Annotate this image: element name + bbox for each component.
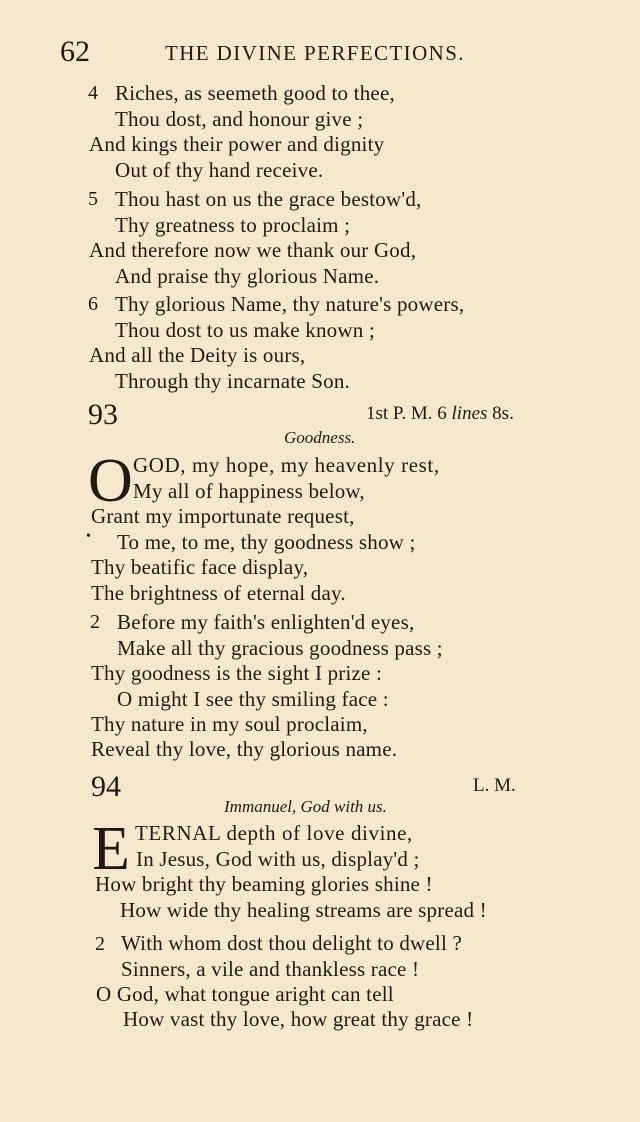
verse-line: GOD, my hope, my heavenly rest,	[133, 453, 440, 477]
verse-line: Reveal thy love, thy glorious name.	[91, 737, 398, 761]
meter-suffix: 8s.	[492, 403, 514, 424]
verse-line: And kings their power and dignity	[89, 132, 385, 156]
verse-line: Thy goodness is the sight I prize :	[91, 661, 383, 685]
running-title: THE DIVINE PERFECTIONS.	[165, 41, 465, 65]
hymn-title: Immanuel, God with us.	[224, 797, 387, 816]
stanza-number: 2	[90, 611, 100, 633]
hymn-title: Goodness.	[284, 428, 356, 447]
verse-line: How bright thy beaming glories shine !	[95, 872, 433, 896]
verse-line: Make all thy gracious goodness pass ;	[117, 636, 443, 660]
verse-line: Grant my importunate request,	[91, 504, 355, 528]
stanza-number: 4	[88, 82, 98, 104]
verse-line: Thy glorious Name, thy nature's powers,	[115, 292, 465, 316]
verse-line: Through thy incarnate Son.	[115, 369, 350, 393]
verse-line: How vast thy love, how great thy grace !	[123, 1007, 474, 1031]
verse-line: Before my faith's enlighten'd eyes,	[117, 610, 415, 634]
verse-line: Thou hast on us the grace bestow'd,	[115, 187, 422, 211]
drop-cap: E	[92, 815, 130, 883]
verse-line: Out of thy hand receive.	[115, 158, 324, 182]
printer-mark: •	[86, 529, 91, 544]
verse-line: To me, to me, thy goodness show ;	[117, 530, 416, 554]
verse-line: In Jesus, God with us, display'd ;	[136, 847, 420, 871]
verse-line: Thy beatific face display,	[91, 555, 309, 579]
meter-text: 1st P. M. 6	[366, 403, 447, 424]
verse-line: O might I see thy smiling face :	[117, 687, 389, 711]
verse-line: Sinners, a vile and thankless race !	[121, 957, 420, 981]
stanza-number: 2	[95, 933, 105, 955]
hymn-meter: L. M.	[473, 775, 516, 796]
hymn-number: 93	[88, 398, 118, 431]
hymn-meter	[366, 401, 514, 427]
verse-line: How wide thy healing streams are spread !	[120, 898, 487, 922]
drop-cap: O	[88, 447, 133, 515]
verse-line: With whom dost thou delight to dwell ?	[121, 931, 462, 955]
verse-line: Thy greatness to proclaim ;	[115, 213, 351, 237]
verse-line: Thou dost, and honour give ;	[115, 107, 364, 131]
meter-italic: lines	[451, 403, 488, 424]
verse-line: And therefore now we thank our God,	[89, 238, 417, 262]
verse-line: O God, what tongue aright can tell	[96, 982, 394, 1006]
stanza-number: 6	[88, 293, 98, 315]
verse-line: Thy nature in my soul proclaim,	[91, 712, 368, 736]
hymn-number: 94	[91, 770, 121, 803]
verse-line: And all the Deity is ours,	[89, 343, 306, 367]
verse-line: Riches, as seemeth good to thee,	[115, 81, 395, 105]
verse-line: The brightness of eternal day.	[91, 581, 346, 605]
verse-line: Thou dost to us make known ;	[115, 318, 375, 342]
page-number: 62	[60, 35, 90, 68]
verse-line: TERNAL depth of love divine,	[135, 821, 413, 845]
verse-line: My all of happiness below,	[133, 479, 365, 503]
stanza-number: 5	[88, 188, 98, 210]
verse-line: And praise thy glorious Name.	[115, 264, 380, 288]
